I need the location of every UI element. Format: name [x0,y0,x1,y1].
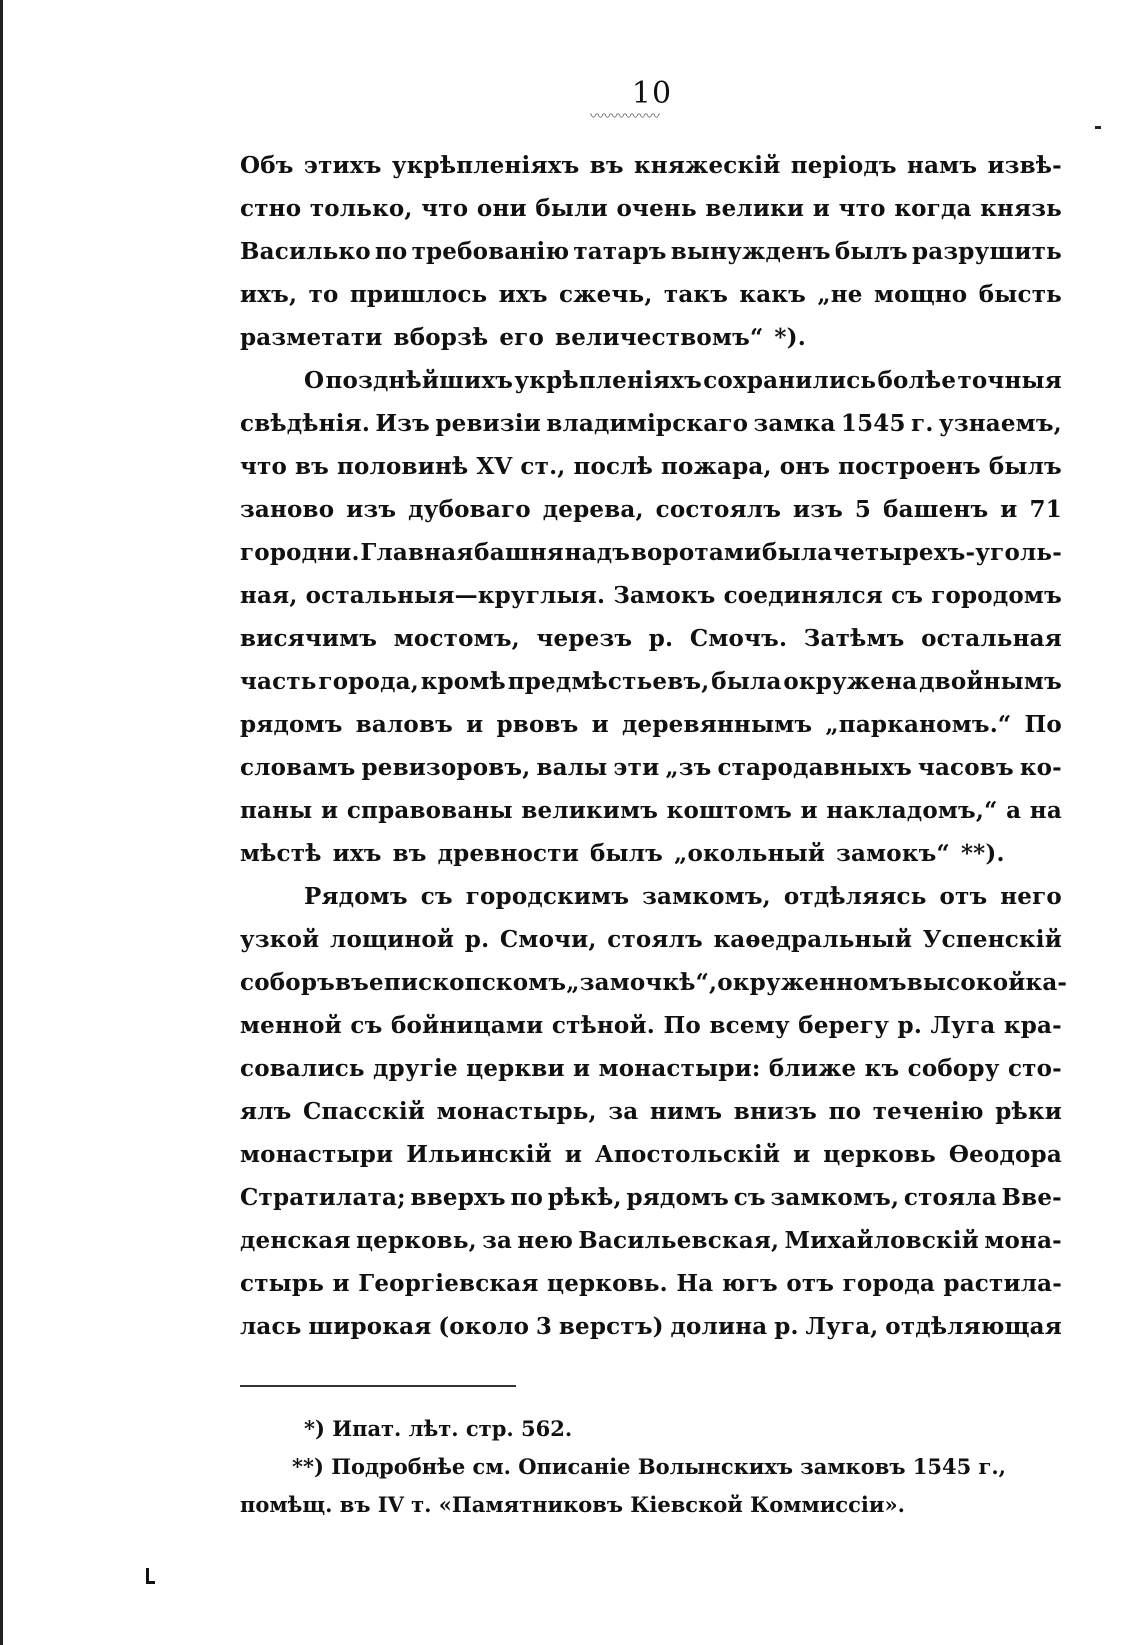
word: ихъ, [240,281,298,308]
word: замкомъ, [770,1184,900,1211]
word: эти [613,754,660,781]
word: Васильевская, [578,1227,780,1254]
word: Михайловскiй [784,1227,980,1254]
word: всему [709,1012,790,1039]
word: соборъ [240,969,335,996]
word: Замокъ [613,582,716,609]
word: Василько [240,238,371,265]
word: и [332,1270,350,1297]
word: По [1024,711,1062,738]
text-line [240,359,1062,402]
word: мостомъ, [393,625,520,652]
word: къ [864,1055,900,1082]
word: двойнымъ [919,668,1062,695]
word: состоялъ [655,496,782,523]
word: болѣе [877,367,957,394]
text-line [240,832,1062,875]
word: По [663,1012,701,1039]
word: величествомъ“ [555,324,764,351]
text-line [240,402,1062,445]
word: валовъ [355,711,453,738]
word: верстъ) [558,1313,664,1340]
body-text [240,144,1068,1348]
word: стѣной. [551,1012,655,1039]
word: городомъ [931,582,1062,609]
word: башня [474,539,564,566]
word: по [510,1184,544,1211]
word: денская [240,1227,351,1254]
word: разметати [240,324,383,351]
page-number: 10 [631,76,673,111]
word: „парканомъ.“ [825,711,1012,738]
word: когда [894,195,972,222]
text-line [240,187,1062,230]
word: дерева, [542,496,644,523]
word: епископскомъ [368,969,567,996]
text-line [240,617,1062,660]
word: словамъ [240,754,356,781]
word: окруженномъ [717,969,907,996]
word: Луга [930,1012,996,1039]
word: съ [350,1012,383,1039]
word: г. [911,410,934,437]
word: въ [295,453,330,480]
word: изъ [346,496,397,523]
word: внизъ [733,1098,817,1125]
text-line [240,1090,1062,1133]
text-line [240,1219,1062,1262]
word: городни. [240,539,360,566]
word: менной [240,1012,342,1039]
word: владимiрскаго [546,410,749,437]
word: ка- [1025,969,1068,996]
word: съ [420,883,453,910]
word: ревизiи [435,410,541,437]
word: надъ [564,539,631,566]
word: XV [476,453,513,480]
word: построенъ [838,453,981,480]
word: узкой [240,926,320,953]
word: отдѣляясь [783,883,927,910]
word: (около [438,1313,530,1340]
word: предмѣстьевъ, [507,668,710,695]
word: коштомъ [666,797,792,824]
word: ст., [520,453,566,480]
word: Успенскiй [922,926,1062,953]
word: былъ [589,840,664,867]
word: стырь [240,1270,325,1297]
word: и [564,1141,583,1168]
word: съ [733,1184,766,1211]
word: послѣ [573,453,654,480]
word: какъ [739,281,806,308]
word: замкомъ, [642,883,771,910]
word: отъ [786,1270,835,1297]
word: за [608,1098,639,1125]
word: Главная [360,539,474,566]
word: рѣки [995,1098,1062,1125]
word: Изъ [375,410,431,437]
word: совались [240,1055,365,1082]
word: церковь [823,1141,936,1168]
word: Спасскiй [303,1098,426,1125]
word: кра- [1003,1012,1062,1039]
word: дубоваго [408,496,531,523]
word: такъ [663,281,729,308]
word: по [374,238,408,265]
word: „замочкѣ“, [566,969,718,996]
word: долина [670,1313,768,1340]
word: была [762,539,833,566]
word: лощиной [330,926,455,953]
footnote-2-text: **) Подробнѣе см. Описанiе Волынскихъ замковъ 1545 г., [292,1454,1006,1479]
word: нимъ [649,1098,723,1125]
word: висячимъ [240,625,378,652]
word: черезъ [536,625,633,652]
word: каѳедральный [713,926,913,953]
text-line [240,316,1062,359]
word: что [421,195,469,222]
word: свѣдѣнiя. [240,410,371,437]
word: требованiю [411,238,570,265]
margin-mark [1095,126,1101,129]
margin-mark-bottom [146,1568,155,1584]
word: р. [897,1012,923,1039]
text-line [240,1176,1062,1219]
word: „зъ [665,754,712,781]
text-line [240,531,1062,574]
word: сто- [1007,1055,1062,1082]
word: соединялся [723,582,883,609]
word: изъ [793,496,843,523]
text-line [240,273,1062,316]
word: **). [960,840,1005,867]
text-line [240,961,1068,1004]
word: деревяннымъ [622,711,813,738]
word: рядомъ [626,1184,730,1211]
word: „окольный [674,840,826,867]
text-line [240,1047,1062,1090]
word: онъ [779,453,831,480]
word: въ [334,969,369,996]
word: паны [240,797,313,824]
word: Смочи, [499,926,597,953]
word: остальная [921,625,1062,652]
word: монастыри [240,1141,394,1168]
word: и [1000,496,1018,523]
word: перiодъ [790,152,897,179]
word: бысть [978,281,1062,308]
word: ихъ [498,281,548,308]
word: половинѣ [337,453,469,480]
word: вынужденъ [670,238,831,265]
text-line [240,746,1062,789]
text-line [240,445,1062,488]
word: Ѳеодора [948,1141,1062,1168]
word: Ильинскiй [406,1141,552,1168]
text-line [240,230,1062,273]
word: очень [616,195,697,222]
text-line [240,1004,1062,1047]
word: ная, [240,582,298,609]
word: рвовъ [496,711,579,738]
word: узнаемъ, [938,410,1062,437]
word: Апостольскiй [595,1141,781,1168]
word: по [828,1098,862,1125]
word: югъ [721,1270,778,1297]
word: былъ [988,453,1062,480]
word: „не [817,281,863,308]
word: р. [774,1313,799,1340]
text-line [240,660,1062,703]
word: р. [464,926,490,953]
word: 1545 [840,410,906,437]
word: отдѣляющая [885,1313,1062,1340]
word: намъ [907,152,978,179]
word: великимъ [521,797,659,824]
footnote-1: *) Ипат. лѣт. стр. 562. [304,1416,573,1441]
word: стародавныхъ [717,754,912,781]
word: кромѣ [420,668,506,695]
word: города [842,1270,935,1297]
word: 5 [854,496,872,523]
word: стно [240,195,302,222]
word: этихъ [303,152,382,179]
word: за [482,1227,513,1254]
word: мѣстѣ [240,840,322,867]
word: монастыри: [598,1055,761,1082]
word: Луга, [805,1313,879,1340]
word: сохранились [703,367,877,394]
word: и [812,195,831,222]
word: разрушить [912,238,1062,265]
word: ихъ [332,840,382,867]
word: На [676,1270,714,1297]
word: собору [907,1055,1000,1082]
page-number-ornament: 〰〰〰〰〰 [590,112,660,122]
word: окружена [783,668,918,695]
word: воротами [630,539,762,566]
word: широкая [308,1313,432,1340]
word: остальныя—круглыя. [305,582,606,609]
word: въ [392,840,427,867]
word: берегу [798,1012,890,1039]
word: ялъ [240,1098,292,1125]
text-line [240,574,1062,617]
word: укрѣпленiяхъ [391,152,580,179]
text-line [240,488,1062,531]
word: *). [774,324,806,351]
word: ревизоровъ, [361,754,531,781]
word: другiе [373,1055,458,1082]
word: мощно [873,281,968,308]
word: Затѣмъ [803,625,905,652]
word: церковь. [547,1270,668,1297]
word: башенъ [883,496,989,523]
word: Вве- [1001,1184,1062,1211]
word: О [304,367,325,394]
text-line [240,1133,1062,1176]
word: городскимъ [465,883,630,910]
word: и [321,797,339,824]
word: съ [891,582,924,609]
word: рѣкѣ, [547,1184,622,1211]
word: Рядомъ [304,883,408,910]
footnote-separator [240,1385,516,1387]
text-line [240,1262,1062,1305]
word: точныя [957,367,1062,394]
footnote-2 [240,1448,1062,1486]
word: была [711,668,782,695]
word: пришлось [349,281,488,308]
word: укрѣпленiяхъ [514,367,702,394]
word: на [1029,797,1062,824]
word: теченiю [872,1098,984,1125]
word: то [308,281,339,308]
word: вверхъ [410,1184,506,1211]
word: нею [517,1227,574,1254]
text-line [240,1305,1062,1348]
word: валы [536,754,608,781]
word: князь [980,195,1062,222]
word: него [1000,883,1062,910]
word: часть [240,668,317,695]
word: справованы [346,797,513,824]
text-line [240,703,1062,746]
word: были [535,195,608,222]
word: Стратилата; [240,1184,406,1211]
word: княжескiй [633,152,781,179]
text-line [240,789,1062,832]
word: замка [753,410,836,437]
word: р. [648,625,674,652]
footnotes [240,1410,1062,1524]
word: извѣ- [987,152,1062,179]
word: 71 [1029,496,1062,523]
word: часовъ [917,754,1014,781]
word: татаръ [573,238,667,265]
word: растила- [943,1270,1062,1297]
word: Георгiевская [358,1270,539,1297]
word: монастырь, [436,1098,597,1125]
word: вборзѣ [393,324,489,351]
word: древности [437,840,579,867]
word: стоялъ [607,926,703,953]
word: заново [240,496,335,523]
word: и [573,1055,591,1082]
scan-left-edge [0,0,3,1645]
word: высокой [906,969,1026,996]
word: позднѣйшихъ [325,367,514,394]
word: 3 [535,1313,553,1340]
word: пожара, [661,453,772,480]
word: города, [318,668,419,695]
word: бойницами [390,1012,544,1039]
word: Смочъ. [689,625,788,652]
text-line [240,918,1062,961]
word: его [499,324,545,351]
word: Объ [240,152,294,179]
word: а [1006,797,1022,824]
word: сжечь, [559,281,653,308]
word: что [240,453,288,480]
word: четырехъ-уголь- [833,539,1062,566]
footnote-2-continuation: помѣщ. въ IV т. «Памятниковъ Кiевской Коммиссiи». [240,1492,905,1517]
word: и [793,1141,811,1168]
word: церковь, [355,1227,477,1254]
word: ко- [1019,754,1062,781]
word: былъ [834,238,908,265]
word: они [476,195,527,222]
word: только, [309,195,413,222]
text-line [240,875,1062,918]
word: стояла [903,1184,997,1211]
word: отъ [939,883,988,910]
word: и [466,711,484,738]
word: въ [589,152,624,179]
word: велики [705,195,805,222]
word: церкви [466,1055,565,1082]
word: мона- [984,1227,1062,1254]
word: замокъ“ [836,840,950,867]
word: ближе [768,1055,857,1082]
word: накладомъ,“ [826,797,998,824]
word: рядомъ [240,711,343,738]
text-line [240,144,1062,187]
word: лась [240,1313,302,1340]
word: и [591,711,609,738]
word: что [838,195,886,222]
word: и [800,797,818,824]
